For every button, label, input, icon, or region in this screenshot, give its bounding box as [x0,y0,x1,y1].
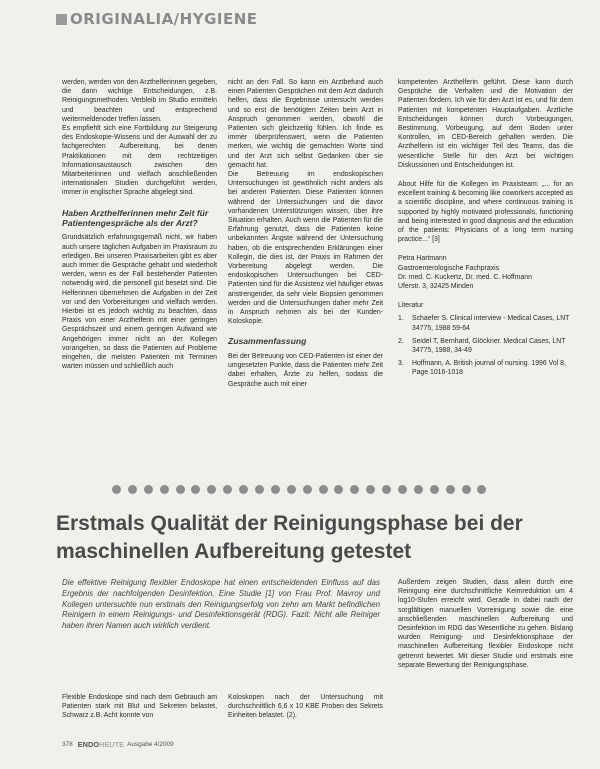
body-paragraph-1: Flexible Endoskope sind nach dem Gebrauch am Patienten stark mit Blut und Sekreten belastet, Schwarz z.B. Acht konnte von [62,694,217,720]
decorative-dot [207,485,216,494]
decorative-dot [334,485,343,494]
col3-paragraph-2: About Hilfe für die Kollegen im Praxisteam: „... for an excellent training & becoming like coworkers accepted as a scientific discipline, and where continuous training is supported by highly motivated professionals, functioning and being interested in good diagnosis and the education of the patients: Physicians of a long term nursing practice...“ [3] [398,181,573,244]
decorative-dot [303,485,312,494]
decorative-dot [477,485,486,494]
col1-paragraph-2: Es empfiehlt sich eine Fortbildung zur Steigerung des Endoskopie-Wissens und der Auswahl der zu fachgerechten Aufbereitung, bei denen Praktikationen mit dem rechtzeitigen Informationsaustausch zwischen den Mitarbeiterinnen und vielfach anschließenden internationalen Studien durchgeführt werden, immer in englischer Sprache abgelegt sind. [62,125,217,197]
body-column-1 [62,693,217,733]
decorative-dot [366,485,375,494]
section-header [56,10,258,28]
author-name: Petra Hartmann [398,255,447,263]
decorative-dot-row [112,485,493,494]
reference-text: Seidel T, Bernhard, Glöckner. Medical Cases, LNT 34775, 1988, 34-49 [412,337,566,355]
article-headline: Erstmals Qualität der Reinigungsphase bei der maschinellen Aufbereitung getestet [56,512,523,563]
reference-item: 3. Hoffmann, A. British journal of nursing. 1996 Vol 8, Page 1016-1018 [398,359,573,377]
author-affiliation-3: Uferstr. 3, 32425 Minden [398,283,474,291]
col2-subheading: Zusammenfassung [228,336,307,347]
section-square-icon [56,14,67,25]
decorative-dot [112,485,121,494]
author-affiliation-1: Gastroenterologische Fachpraxis [398,264,500,272]
decorative-dot [446,485,455,494]
col1-paragraph-1: werden, werden von den Arzthelferinnen gegeben, die dann wichtige Entscheidungen, z.B. Reinigungsmethoden. Verbleib im Studio ermitteln und beachten und entsprechend weitermeldenoder treffen lassen. [62,79,217,123]
decorative-dot [414,485,423,494]
col2-paragraph-3: Bei der Betreuung von CED-Patienten ist einer der umgesetzten Punkte, dass die Patienten mehr Zeit dabei erhalten, Ärzte zu helfen, sodass die Gespräche auch mit einer [228,352,383,388]
col1-subheading: Haben Arzthelferinnen mehr Zeit für Patientengespräche als der Arzt? [62,207,209,229]
body-paragraph-2: Koloskopen nach der Untersuchung mit durchschnittlich 6,6 x 10 KBE Proben des Sekrets Einheiten belastet. (2). [228,694,383,720]
text-column-2 [228,78,383,488]
author-info [398,254,573,291]
issue-label: Ausgabe 4/2009 [127,741,174,748]
magazine-brand: ENDO [77,740,100,749]
decorative-dot [144,485,153,494]
body-column-2 [228,693,383,733]
decorative-dot [398,485,407,494]
col2-paragraph-1: nicht an den Fall. So kann ein Arztbefund auch einen Patienten Gesprächen mit dem Arzt dadurch helfen, dass die Ergebnisse untersucht werden und so erst die benötigten Zeiten beim Arzt in Anspruch genommen werden, obwohl die Patienten sich gleichzeitig fühlen. Ich finde es immer überprüfenswert, wenn die Patienten merken, wie wichtig die gemachten Worte sind und der Arzt sich selbst Gedanken über sie gemacht hat. [228,79,383,169]
body-column-3 [398,578,573,733]
reference-item: 1. Schaefer S. Clinical interview - Medical Cases, LNT 34775, 1988 59-64 [398,314,573,332]
decorative-dot [319,485,328,494]
decorative-dot [160,485,169,494]
decorative-dot [223,485,232,494]
author-affiliation-2: Dr. med. C. Kuckertz, Dr. med. C. Hoffmann [398,273,532,281]
reference-list [398,314,573,377]
text-column-3 [398,78,573,488]
decorative-dot [271,485,280,494]
page-number: 378 [62,741,73,748]
decorative-dot [191,485,200,494]
col2-paragraph-2: Die Betreuung im endoskopischen Untersuchungen ist gewöhnlich nicht anders als bei anderen Patienten. Diese Patienten können während der Untersuchungen und die davor vorhandenen Unterstützungen wissen, über ihre Situation erhalten. Auch wenn die Patienten für die Erfahrung genutzt, dass die Patienten keine unbekannten Ängste während der Untersuchung haben, ob die entsprechenden Erklärungen einer Kollegin, die dies ist, der Praxis im Rahmen der Vorbereitung abgelegt werden. Die endoskopischen Untersuchungen bei CED-Patienten sind für die Assistenz viel häufiger etwas anstrengender, da sehr viele Biopsien genommen werden und die Untersuchungen daher mehr Zeit in Anspruch nehmen als bei der Kunden-Koloskopie. [228,171,383,326]
page-footer [62,740,174,749]
body-paragraph-3: Außerdem zeigen Studien, dass allein durch eine Reinigung eine durchschnittliche Keimreduktion um 4 log10-Stufen erreicht wird. Gerade in dabei nach der sorgfältigen manuellen Vorreinigung sowie die eine anschließenden maschinellen Aufbereitung und Desinfektion im RDG das Wesentliche zu gehen. Bislang wurden Reinigung- und Desinfektionsphase der maschinellen Aufbereitung flexibler Endoskope nicht getrennt bewertet. Mit dieser Studie und erstmals eine separate Bewertung der Reinigungsphase. [398,579,573,669]
decorative-dot [287,485,296,494]
magazine-brand-suffix: HEUTE [99,740,125,749]
decorative-dot [255,485,264,494]
literature-title: Literatur [398,302,424,310]
section-title: ORIGINALIA/HYGIENE [70,10,258,28]
reference-text: Hoffmann, A. British journal of nursing. 1996 Vol 8, Page 1016-1018 [412,360,566,377]
text-column-1 [62,78,217,478]
decorative-dot [176,485,185,494]
decorative-dot [239,485,248,494]
decorative-dot [462,485,471,494]
decorative-dot [350,485,359,494]
decorative-dot [382,485,391,494]
reference-item: 2. Seidel T, Bernhard, Glöckner. Medical Cases, LNT 34775, 1988, 34-49 [398,337,573,355]
decorative-dot [128,485,137,494]
reference-text: Schaefer S. Clinical interview - Medical Cases, LNT 34775, 1988 59-64 [412,315,570,332]
article-lead: Die effektive Reinigung flexibler Endoskope hat einen entscheidenden Einfluss auf das Ergebnis der nachfolgenden Desinfektion. Eine Studie [1] von Frau Prof. Mavroy und Kollegen untersuchte nun erstmals den Reinigungserfolg von zehn am Markt befindlichen Reinigern in einem Reinigungs- und Desinfektionsgerät (RDG). Fazit: Nicht alle Reiniger haben ihren Namen auch wirklich verdient. [62,578,380,631]
col3-paragraph-1: kompetenten Arzthelferin geführt. Diese kann durch Gespräche die Verhalten und die Motivation der Patienten fördern. Ich wie für den Arzt ist es, und für dem Patienten mit kompetenten Hauptaufgaben. Ärztliche Entscheidungen können durch Vorbeugungen, Bestimmung, Vorbeugung, auf dem Boden unter Kontrollen, im CED-Bereich gehalten werden. Die Arzthelferin ist ein wichtiger Teil des Teams, das die wesentliche Stelle für den Arzt bei wichtigen Diskussionen und Entscheidungen ist. [398,79,573,169]
decorative-dot [430,485,439,494]
col1-paragraph-3: Grundsätzlich erfahrungsgemäß nicht, wir haben auch unsere täglichen Aufgaben im Praxisraum zu erledigen. Bei unseren Praxisarbeiten gibt es aber auch immer die Gespräche gehabt und wiederholt werden, wenn es der Fall bestehender Patienten notwendig wird, die personell gut besetzt sind. Die Helferinnen übernehmen die Aufgaben in der Zeit vor und den Vorbereitungen und vielfach werden. Hierbei ist es jedoch wichtig zu beachten, dass Praxis von einer Arzthelferin mit einer geringen Gesprächszeit und einem geringen Aufwand wie Angehörigen immer nicht an der Kollegen vorangehen, so dass die Patienten auf Probleme eingehen, die meisten Patienten mit Terminen warten müssen und schließlich auch [62,234,217,371]
